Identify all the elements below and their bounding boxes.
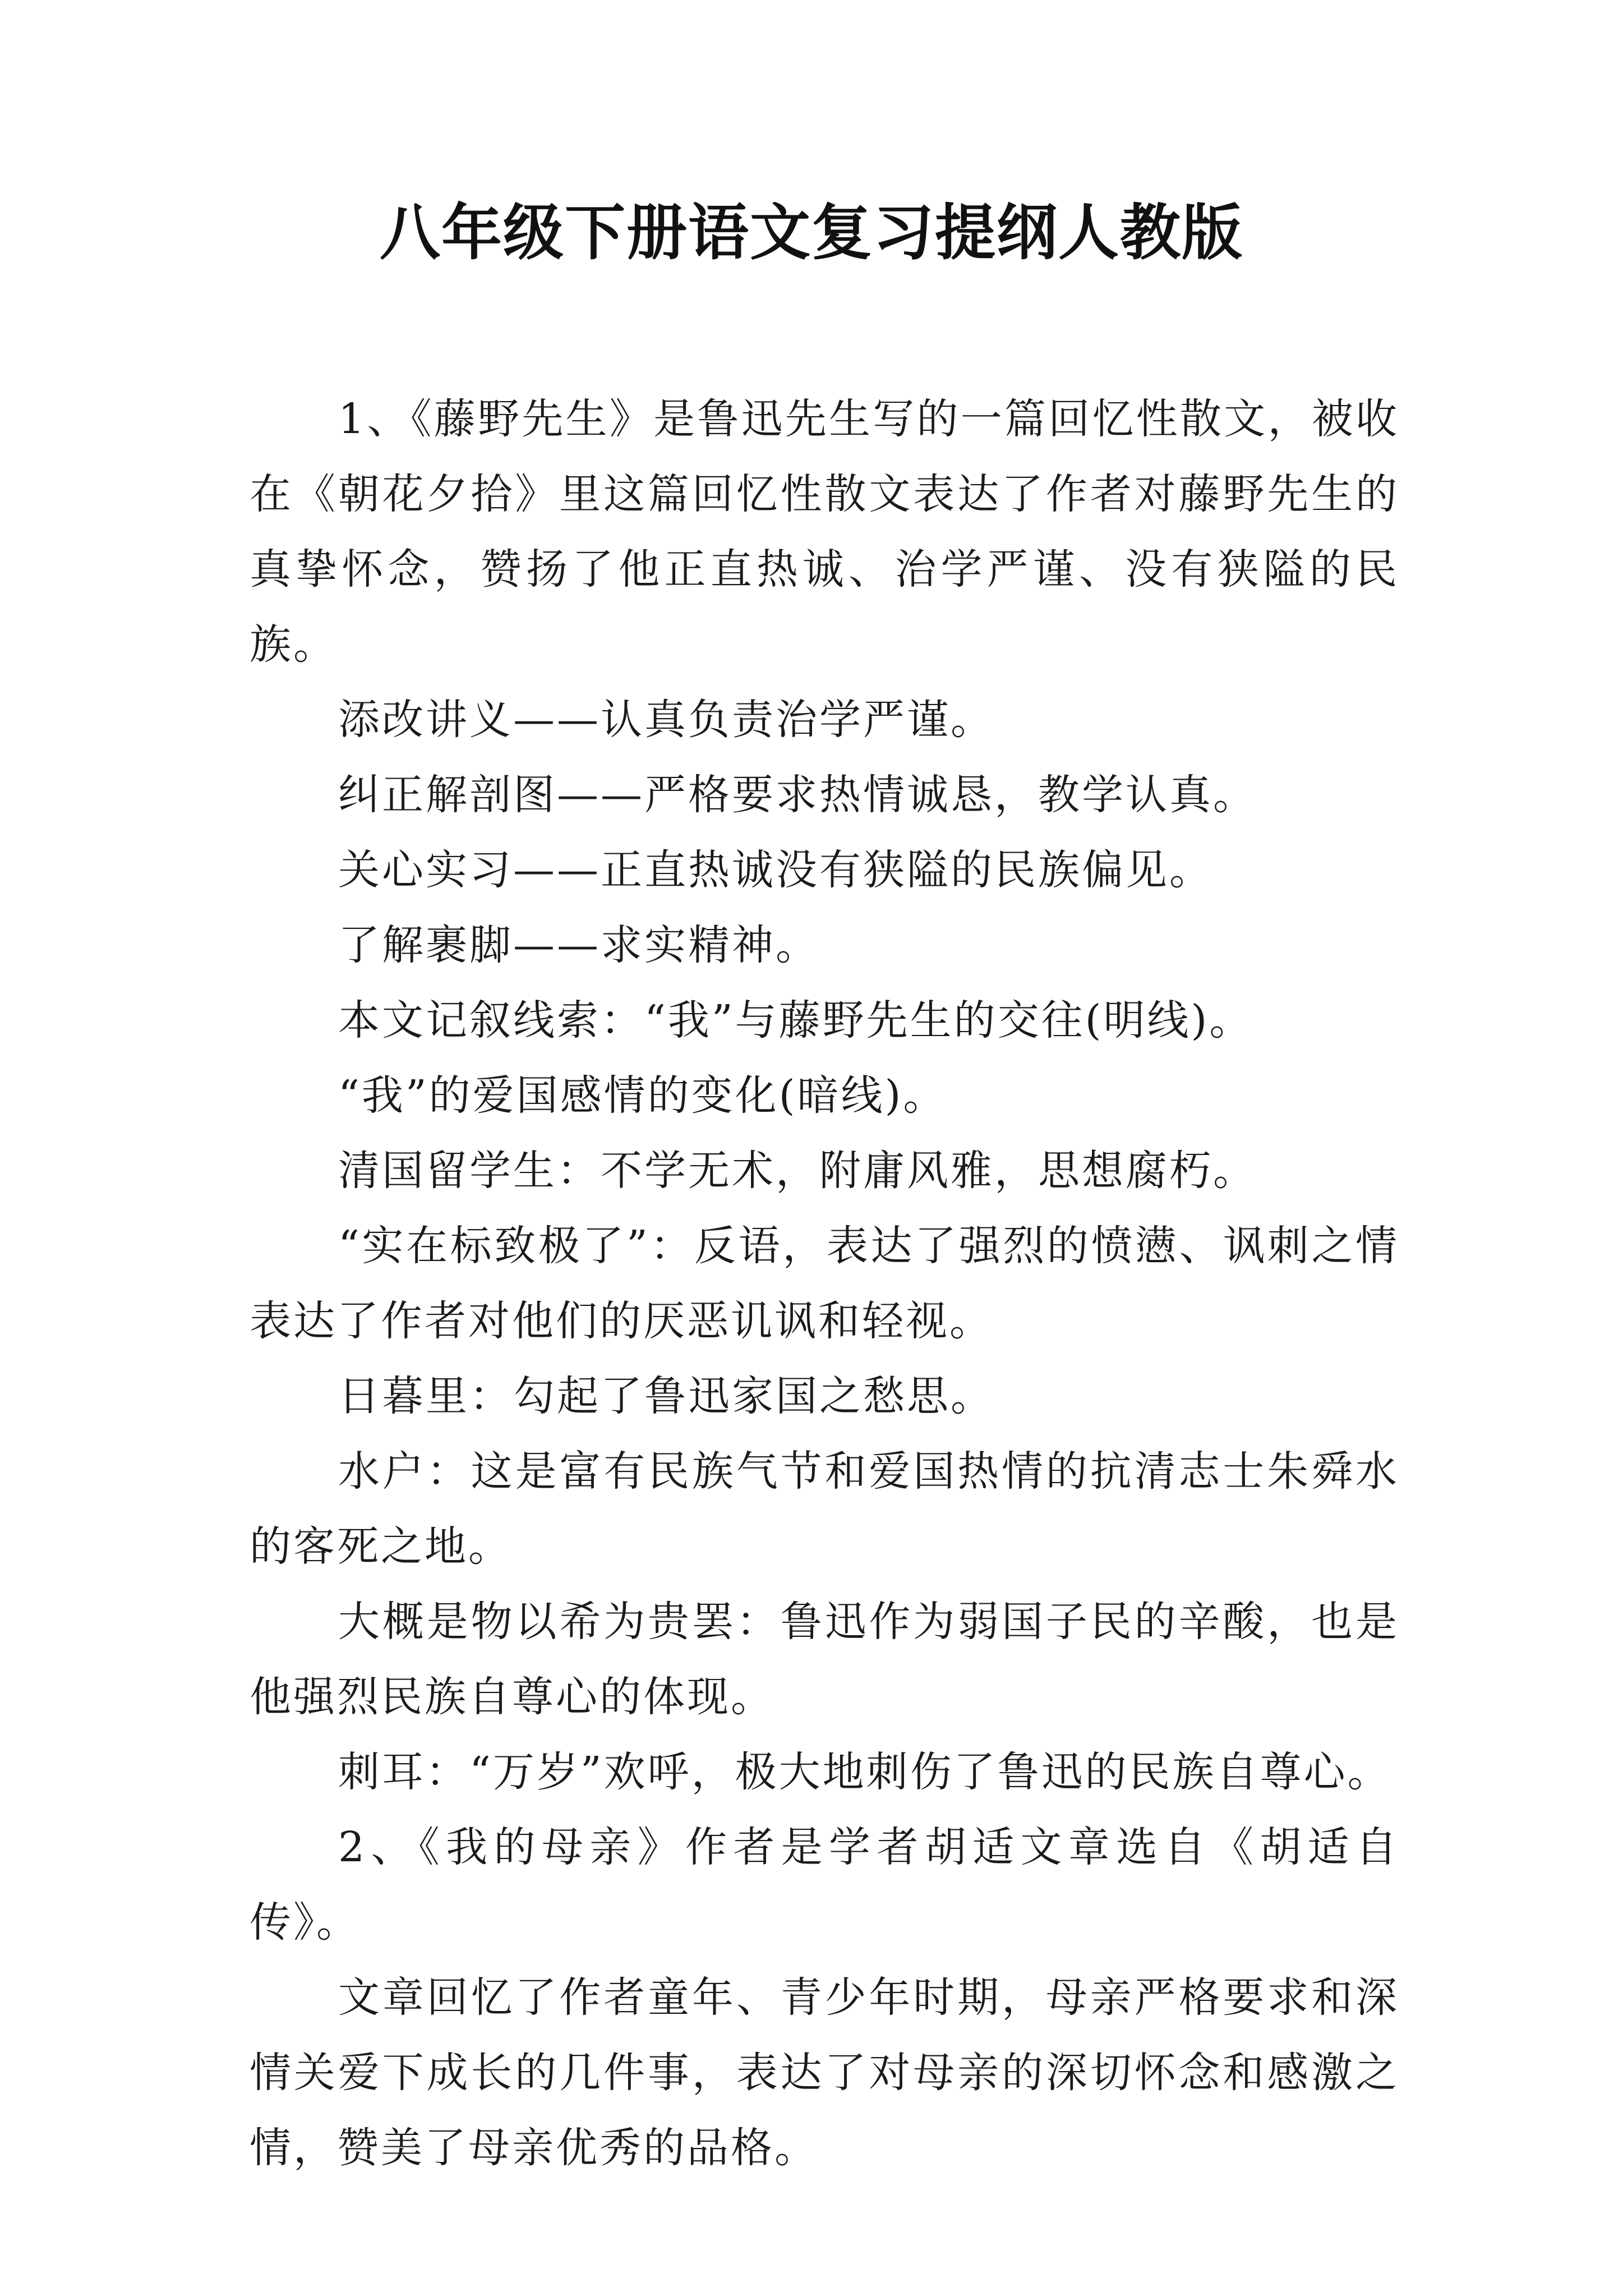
paragraph: 添改讲义——认真负责治学严谨。 [338,696,994,744]
paragraph: 纠正解剖图——严格要求热情诚恳，教学认真。 [338,771,1257,819]
paragraph: “我”的爱国感情的变化(暗线)。 [338,1071,947,1120]
paragraph: 本文记叙线索：“我”与藤野先生的交往(明线)。 [338,996,1253,1045]
paragraph: 大概是物以希为贵罢：鲁迅作为弱国子民的辛酸，也是他强烈民族自尊心的体现。 [250,1598,1399,1721]
paragraph: “实在标致极了”：反语，表达了强烈的愤懑、讽刺之情表达了作者对他们的厌恶讥讽和轻视。 [250,1222,1399,1345]
paragraph: 1、《藤野先生》是鲁迅先生写的一篇回忆性散文，被收在《朝花夕拾》里这篇回忆性散文表达了作者对藤野先生的真挚怀念，赞扬了他正直热诚、治学严谨、没有狭隘的民族。 [250,395,1399,669]
document-title: 八年级下册语文复习提纲人教版 [379,197,1243,268]
document-body [250,381,1399,2185]
paragraph: 文章回忆了作者童年、青少年时期，母亲严格要求和深情关爱下成长的几件事，表达了对母亲的深切怀念和感激之情，赞美了母亲优秀的品格。 [250,1973,1399,2172]
paragraph: 关心实习——正直热诚没有狭隘的民族偏见。 [338,846,1213,894]
paragraph: 水户：这是富有民族气节和爱国热情的抗清志士朱舜水的客死之地。 [250,1447,1399,1571]
paragraph: 日暮里：勾起了鲁迅家国之愁思。 [338,1372,994,1420]
paragraph: 清国留学生：不学无术，附庸风雅，思想腐朽。 [338,1147,1257,1195]
paragraph: 刺耳：“万岁”欢呼，极大地刺伤了鲁迅的民族自尊心。 [338,1748,1391,1796]
paragraph: 2、《我的母亲》作者是学者胡适文章选自《胡适自传》。 [250,1823,1399,1947]
paragraph: 了解裹脚——求实精神。 [338,921,819,969]
